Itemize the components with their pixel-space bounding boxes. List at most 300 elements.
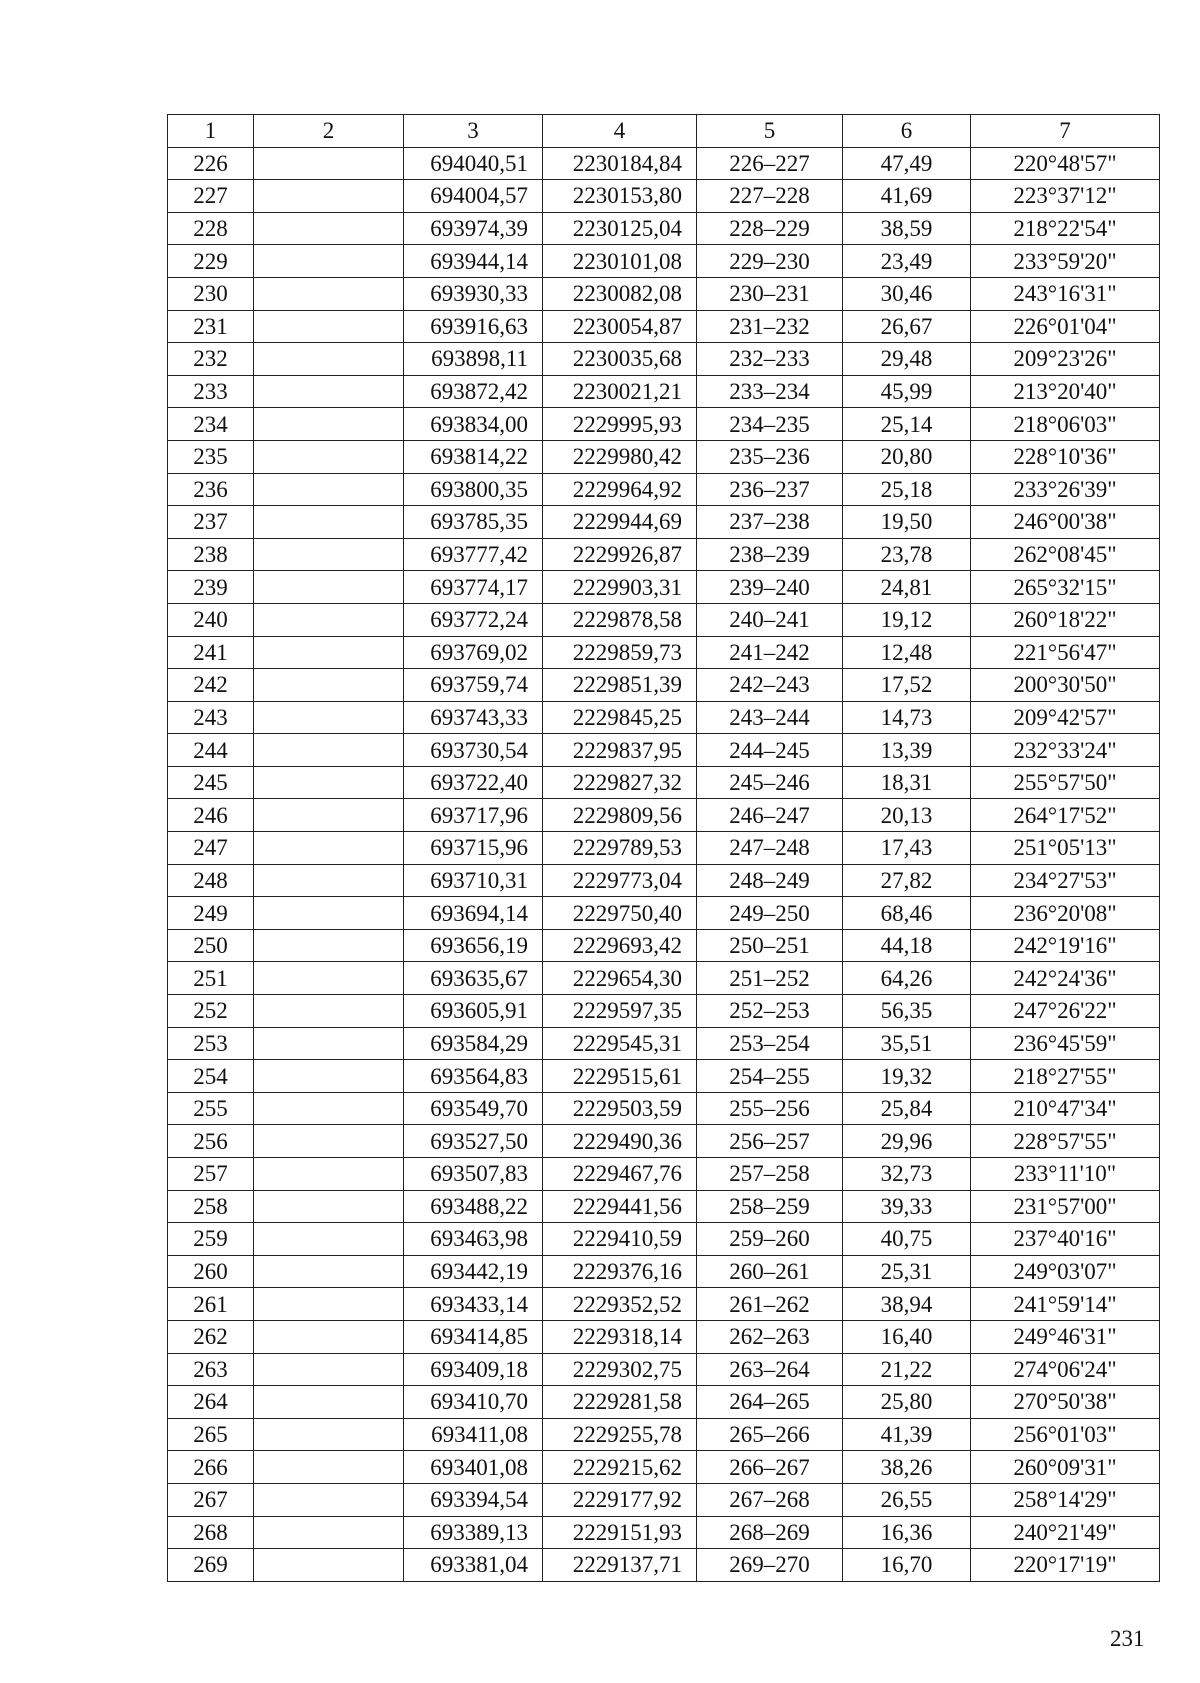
point-number-cell: 263 (168, 1353, 254, 1386)
segment-cell: 268–269 (697, 1516, 843, 1549)
table-row (168, 962, 1160, 995)
table-row (168, 571, 1160, 604)
x-coordinate-cell: 694004,57 (404, 180, 543, 213)
empty-cell (254, 1027, 404, 1060)
empty-cell (254, 766, 404, 799)
y-coordinate-cell: 2229964,92 (543, 473, 697, 506)
y-coordinate-cell: 2229515,61 (543, 1060, 697, 1093)
bearing-cell: 234°27'53" (971, 864, 1160, 897)
length-cell: 19,50 (843, 506, 971, 539)
point-number-cell: 261 (168, 1288, 254, 1321)
table-row (168, 1190, 1160, 1223)
y-coordinate-cell: 2229302,75 (543, 1353, 697, 1386)
empty-cell (254, 1288, 404, 1321)
column-header: 1 (168, 115, 254, 148)
segment-cell: 227–228 (697, 180, 843, 213)
point-number-cell: 236 (168, 473, 254, 506)
point-number-cell: 268 (168, 1516, 254, 1549)
segment-cell: 253–254 (697, 1027, 843, 1060)
y-coordinate-cell: 2229281,58 (543, 1386, 697, 1419)
y-coordinate-cell: 2230153,80 (543, 180, 697, 213)
length-cell: 20,80 (843, 440, 971, 473)
table-row (168, 408, 1160, 441)
length-cell: 20,13 (843, 799, 971, 832)
length-cell: 30,46 (843, 277, 971, 310)
empty-cell (254, 180, 404, 213)
empty-cell (254, 669, 404, 702)
segment-cell: 243–244 (697, 701, 843, 734)
bearing-cell: 220°48'57" (971, 147, 1160, 180)
empty-cell (254, 1353, 404, 1386)
bearing-cell: 264°17'52" (971, 799, 1160, 832)
table-row (168, 473, 1160, 506)
y-coordinate-cell: 2229837,95 (543, 734, 697, 767)
empty-cell (254, 440, 404, 473)
x-coordinate-cell: 693442,19 (404, 1255, 543, 1288)
table-row (168, 310, 1160, 343)
x-coordinate-cell: 693584,29 (404, 1027, 543, 1060)
empty-cell (254, 1549, 404, 1582)
empty-cell (254, 538, 404, 571)
bearing-cell: 246°00'38" (971, 506, 1160, 539)
table-row (168, 277, 1160, 310)
bearing-cell: 209°42'57" (971, 701, 1160, 734)
segment-cell: 250–251 (697, 929, 843, 962)
empty-cell (254, 734, 404, 767)
length-cell: 23,49 (843, 245, 971, 278)
table-row (168, 212, 1160, 245)
y-coordinate-cell: 2229827,32 (543, 766, 697, 799)
length-cell: 24,81 (843, 571, 971, 604)
bearing-cell: 260°09'31" (971, 1451, 1160, 1484)
point-number-cell: 242 (168, 669, 254, 702)
empty-cell (254, 245, 404, 278)
point-number-cell: 262 (168, 1320, 254, 1353)
bearing-cell: 209°23'26" (971, 343, 1160, 376)
x-coordinate-cell: 693717,96 (404, 799, 543, 832)
empty-cell (254, 864, 404, 897)
segment-cell: 234–235 (697, 408, 843, 441)
y-coordinate-cell: 2229597,35 (543, 995, 697, 1028)
y-coordinate-cell: 2229851,39 (543, 669, 697, 702)
segment-cell: 245–246 (697, 766, 843, 799)
point-number-cell: 253 (168, 1027, 254, 1060)
bearing-cell: 233°59'20" (971, 245, 1160, 278)
y-coordinate-cell: 2229903,31 (543, 571, 697, 604)
x-coordinate-cell: 693710,31 (404, 864, 543, 897)
table-row (168, 734, 1160, 767)
table-row (168, 343, 1160, 376)
table-body (168, 147, 1160, 1581)
y-coordinate-cell: 2229467,76 (543, 1158, 697, 1191)
point-number-cell: 267 (168, 1483, 254, 1516)
segment-cell: 252–253 (697, 995, 843, 1028)
length-cell: 38,26 (843, 1451, 971, 1484)
segment-cell: 226–227 (697, 147, 843, 180)
segment-cell: 255–256 (697, 1092, 843, 1125)
y-coordinate-cell: 2229859,73 (543, 636, 697, 669)
empty-cell (254, 1092, 404, 1125)
length-cell: 13,39 (843, 734, 971, 767)
table-row (168, 1549, 1160, 1582)
bearing-cell: 247°26'22" (971, 995, 1160, 1028)
point-number-cell: 244 (168, 734, 254, 767)
x-coordinate-cell: 693411,08 (404, 1418, 543, 1451)
y-coordinate-cell: 2230035,68 (543, 343, 697, 376)
segment-cell: 247–248 (697, 832, 843, 865)
length-cell: 35,51 (843, 1027, 971, 1060)
bearing-cell: 255°57'50" (971, 766, 1160, 799)
point-number-cell: 241 (168, 636, 254, 669)
bearing-cell: 240°21'49" (971, 1516, 1160, 1549)
x-coordinate-cell: 693774,17 (404, 571, 543, 604)
segment-cell: 260–261 (697, 1255, 843, 1288)
length-cell: 16,70 (843, 1549, 971, 1582)
length-cell: 45,99 (843, 375, 971, 408)
y-coordinate-cell: 2229255,78 (543, 1418, 697, 1451)
point-number-cell: 237 (168, 506, 254, 539)
point-number-cell: 247 (168, 832, 254, 865)
point-number-cell: 249 (168, 897, 254, 930)
table-row (168, 538, 1160, 571)
point-number-cell: 235 (168, 440, 254, 473)
table-row (168, 1288, 1160, 1321)
bearing-cell: 210°47'34" (971, 1092, 1160, 1125)
empty-cell (254, 799, 404, 832)
point-number-cell: 251 (168, 962, 254, 995)
length-cell: 29,96 (843, 1125, 971, 1158)
point-number-cell: 260 (168, 1255, 254, 1288)
x-coordinate-cell: 693715,96 (404, 832, 543, 865)
bearing-cell: 220°17'19" (971, 1549, 1160, 1582)
length-cell: 25,31 (843, 1255, 971, 1288)
table-row (168, 766, 1160, 799)
point-number-cell: 256 (168, 1125, 254, 1158)
segment-cell: 246–247 (697, 799, 843, 832)
segment-cell: 231–232 (697, 310, 843, 343)
segment-cell: 230–231 (697, 277, 843, 310)
y-coordinate-cell: 2229845,25 (543, 701, 697, 734)
table-row (168, 1223, 1160, 1256)
table-row (168, 375, 1160, 408)
point-number-cell: 229 (168, 245, 254, 278)
x-coordinate-cell: 693694,14 (404, 897, 543, 930)
length-cell: 19,32 (843, 1060, 971, 1093)
y-coordinate-cell: 2229693,42 (543, 929, 697, 962)
x-coordinate-cell: 693635,67 (404, 962, 543, 995)
table-row (168, 1451, 1160, 1484)
x-coordinate-cell: 693381,04 (404, 1549, 543, 1582)
x-coordinate-cell: 693656,19 (404, 929, 543, 962)
point-number-cell: 264 (168, 1386, 254, 1419)
table-row (168, 669, 1160, 702)
length-cell: 38,59 (843, 212, 971, 245)
empty-cell (254, 1451, 404, 1484)
bearing-cell: 218°27'55" (971, 1060, 1160, 1093)
length-cell: 12,48 (843, 636, 971, 669)
y-coordinate-cell: 2230054,87 (543, 310, 697, 343)
point-number-cell: 252 (168, 995, 254, 1028)
x-coordinate-cell: 693549,70 (404, 1092, 543, 1125)
point-number-cell: 257 (168, 1158, 254, 1191)
empty-cell (254, 701, 404, 734)
x-coordinate-cell: 693564,83 (404, 1060, 543, 1093)
point-number-cell: 269 (168, 1549, 254, 1582)
length-cell: 29,48 (843, 343, 971, 376)
x-coordinate-cell: 693414,85 (404, 1320, 543, 1353)
table-row (168, 701, 1160, 734)
bearing-cell: 228°10'36" (971, 440, 1160, 473)
table-row (168, 1092, 1160, 1125)
segment-cell: 232–233 (697, 343, 843, 376)
segment-cell: 248–249 (697, 864, 843, 897)
length-cell: 17,52 (843, 669, 971, 702)
y-coordinate-cell: 2229318,14 (543, 1320, 697, 1353)
length-cell: 16,36 (843, 1516, 971, 1549)
y-coordinate-cell: 2230021,21 (543, 375, 697, 408)
length-cell: 27,82 (843, 864, 971, 897)
bearing-cell: 221°56'47" (971, 636, 1160, 669)
segment-cell: 240–241 (697, 603, 843, 636)
segment-cell: 229–230 (697, 245, 843, 278)
x-coordinate-cell: 693800,35 (404, 473, 543, 506)
length-cell: 23,78 (843, 538, 971, 571)
table-row (168, 1353, 1160, 1386)
x-coordinate-cell: 693834,00 (404, 408, 543, 441)
segment-cell: 264–265 (697, 1386, 843, 1419)
segment-cell: 263–264 (697, 1353, 843, 1386)
x-coordinate-cell: 693759,74 (404, 669, 543, 702)
y-coordinate-cell: 2229809,56 (543, 799, 697, 832)
table-row (168, 1418, 1160, 1451)
length-cell: 16,40 (843, 1320, 971, 1353)
table-row (168, 995, 1160, 1028)
y-coordinate-cell: 2230082,08 (543, 277, 697, 310)
point-number-cell: 232 (168, 343, 254, 376)
empty-cell (254, 506, 404, 539)
y-coordinate-cell: 2229137,71 (543, 1549, 697, 1582)
point-number-cell: 266 (168, 1451, 254, 1484)
length-cell: 25,84 (843, 1092, 971, 1125)
empty-cell (254, 1060, 404, 1093)
y-coordinate-cell: 2229926,87 (543, 538, 697, 571)
table-row (168, 603, 1160, 636)
empty-cell (254, 1223, 404, 1256)
length-cell: 41,39 (843, 1418, 971, 1451)
point-number-cell: 254 (168, 1060, 254, 1093)
bearing-cell: 270°50'38" (971, 1386, 1160, 1419)
empty-cell (254, 832, 404, 865)
bearing-cell: 249°03'07" (971, 1255, 1160, 1288)
segment-cell: 257–258 (697, 1158, 843, 1191)
x-coordinate-cell: 693389,13 (404, 1516, 543, 1549)
length-cell: 17,43 (843, 832, 971, 865)
page-number: 231 (1110, 1626, 1145, 1651)
x-coordinate-cell: 693769,02 (404, 636, 543, 669)
length-cell: 25,80 (843, 1386, 971, 1419)
x-coordinate-cell: 693785,35 (404, 506, 543, 539)
table-row (168, 180, 1160, 213)
bearing-cell: 251°05'13" (971, 832, 1160, 865)
bearing-cell: 231°57'00" (971, 1190, 1160, 1223)
column-header: 2 (254, 115, 404, 148)
x-coordinate-cell: 693463,98 (404, 1223, 543, 1256)
table-row (168, 1255, 1160, 1288)
bearing-cell: 237°40'16" (971, 1223, 1160, 1256)
y-coordinate-cell: 2229490,36 (543, 1125, 697, 1158)
coordinates-table (167, 114, 1160, 1582)
table-row (168, 147, 1160, 180)
y-coordinate-cell: 2229376,16 (543, 1255, 697, 1288)
x-coordinate-cell: 693722,40 (404, 766, 543, 799)
column-header: 6 (843, 115, 971, 148)
segment-cell: 241–242 (697, 636, 843, 669)
bearing-cell: 249°46'31" (971, 1320, 1160, 1353)
segment-cell: 242–243 (697, 669, 843, 702)
y-coordinate-cell: 2229750,40 (543, 897, 697, 930)
table-row (168, 1125, 1160, 1158)
segment-cell: 266–267 (697, 1451, 843, 1484)
point-number-cell: 239 (168, 571, 254, 604)
empty-cell (254, 375, 404, 408)
x-coordinate-cell: 693916,63 (404, 310, 543, 343)
segment-cell: 236–237 (697, 473, 843, 506)
x-coordinate-cell: 693394,54 (404, 1483, 543, 1516)
point-number-cell: 245 (168, 766, 254, 799)
y-coordinate-cell: 2229410,59 (543, 1223, 697, 1256)
bearing-cell: 233°11'10" (971, 1158, 1160, 1191)
bearing-cell: 218°22'54" (971, 212, 1160, 245)
empty-cell (254, 1190, 404, 1223)
table-row (168, 864, 1160, 897)
y-coordinate-cell: 2230184,84 (543, 147, 697, 180)
x-coordinate-cell: 693605,91 (404, 995, 543, 1028)
segment-cell: 258–259 (697, 1190, 843, 1223)
table-row (168, 1158, 1160, 1191)
empty-cell (254, 1418, 404, 1451)
segment-cell: 235–236 (697, 440, 843, 473)
point-number-cell: 238 (168, 538, 254, 571)
segment-cell: 233–234 (697, 375, 843, 408)
bearing-cell: 256°01'03" (971, 1418, 1160, 1451)
segment-cell: 254–255 (697, 1060, 843, 1093)
x-coordinate-cell: 693772,24 (404, 603, 543, 636)
length-cell: 26,67 (843, 310, 971, 343)
segment-cell: 239–240 (697, 571, 843, 604)
point-number-cell: 227 (168, 180, 254, 213)
bearing-cell: 233°26'39" (971, 473, 1160, 506)
x-coordinate-cell: 693730,54 (404, 734, 543, 767)
x-coordinate-cell: 693433,14 (404, 1288, 543, 1321)
bearing-cell: 274°06'24" (971, 1353, 1160, 1386)
x-coordinate-cell: 693527,50 (404, 1125, 543, 1158)
table-row (168, 1320, 1160, 1353)
bearing-cell: 200°30'50" (971, 669, 1160, 702)
empty-cell (254, 636, 404, 669)
empty-cell (254, 962, 404, 995)
column-header: 3 (404, 115, 543, 148)
point-number-cell: 248 (168, 864, 254, 897)
length-cell: 44,18 (843, 929, 971, 962)
table-row (168, 1483, 1160, 1516)
x-coordinate-cell: 693898,11 (404, 343, 543, 376)
segment-cell: 251–252 (697, 962, 843, 995)
point-number-cell: 246 (168, 799, 254, 832)
y-coordinate-cell: 2229789,53 (543, 832, 697, 865)
x-coordinate-cell: 694040,51 (404, 147, 543, 180)
length-cell: 38,94 (843, 1288, 971, 1321)
point-number-cell: 226 (168, 147, 254, 180)
empty-cell (254, 408, 404, 441)
point-number-cell: 230 (168, 277, 254, 310)
x-coordinate-cell: 693401,08 (404, 1451, 543, 1484)
column-header: 4 (543, 115, 697, 148)
bearing-cell: 228°57'55" (971, 1125, 1160, 1158)
bearing-cell: 213°20'40" (971, 375, 1160, 408)
x-coordinate-cell: 693872,42 (404, 375, 543, 408)
bearing-cell: 260°18'22" (971, 603, 1160, 636)
y-coordinate-cell: 2229980,42 (543, 440, 697, 473)
length-cell: 56,35 (843, 995, 971, 1028)
y-coordinate-cell: 2229773,04 (543, 864, 697, 897)
empty-cell (254, 310, 404, 343)
y-coordinate-cell: 2229151,93 (543, 1516, 697, 1549)
table-row (168, 440, 1160, 473)
x-coordinate-cell: 693930,33 (404, 277, 543, 310)
point-number-cell: 250 (168, 929, 254, 962)
table-row (168, 1516, 1160, 1549)
point-number-cell: 243 (168, 701, 254, 734)
point-number-cell: 231 (168, 310, 254, 343)
column-header: 5 (697, 115, 843, 148)
x-coordinate-cell: 693974,39 (404, 212, 543, 245)
x-coordinate-cell: 693777,42 (404, 538, 543, 571)
segment-cell: 237–238 (697, 506, 843, 539)
empty-cell (254, 1483, 404, 1516)
segment-cell: 265–266 (697, 1418, 843, 1451)
bearing-cell: 236°45'59" (971, 1027, 1160, 1060)
point-number-cell: 255 (168, 1092, 254, 1125)
segment-cell: 269–270 (697, 1549, 843, 1582)
length-cell: 40,75 (843, 1223, 971, 1256)
table-row (168, 929, 1160, 962)
length-cell: 47,49 (843, 147, 971, 180)
length-cell: 18,31 (843, 766, 971, 799)
empty-cell (254, 212, 404, 245)
table-row (168, 897, 1160, 930)
y-coordinate-cell: 2230101,08 (543, 245, 697, 278)
y-coordinate-cell: 2229215,62 (543, 1451, 697, 1484)
length-cell: 21,22 (843, 1353, 971, 1386)
table-row (168, 506, 1160, 539)
empty-cell (254, 897, 404, 930)
x-coordinate-cell: 693410,70 (404, 1386, 543, 1419)
empty-cell (254, 343, 404, 376)
segment-cell: 228–229 (697, 212, 843, 245)
column-header: 7 (971, 115, 1160, 148)
y-coordinate-cell: 2229995,93 (543, 408, 697, 441)
empty-cell (254, 929, 404, 962)
y-coordinate-cell: 2229545,31 (543, 1027, 697, 1060)
bearing-cell: 262°08'45" (971, 538, 1160, 571)
segment-cell: 249–250 (697, 897, 843, 930)
table-row (168, 1386, 1160, 1419)
table-row (168, 832, 1160, 865)
x-coordinate-cell: 693743,33 (404, 701, 543, 734)
point-number-cell: 233 (168, 375, 254, 408)
bearing-cell: 236°20'08" (971, 897, 1160, 930)
table-row (168, 799, 1160, 832)
